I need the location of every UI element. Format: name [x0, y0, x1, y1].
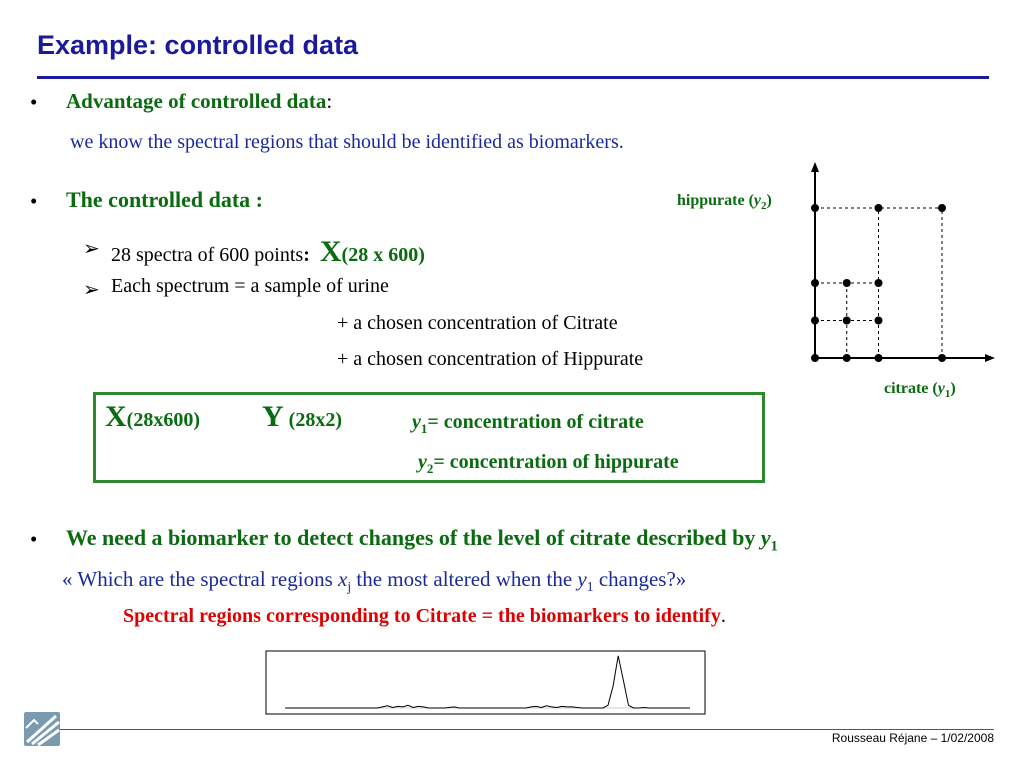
design-point [938, 354, 946, 362]
design-point [875, 279, 883, 287]
design-plot [670, 160, 1000, 410]
conclusion-text: Spectral regions corresponding to Citrate = the biomarkers to identify. [123, 605, 726, 627]
title-underline [37, 76, 989, 79]
hippurate-axis-label: hippurate $(y_2)$ [677, 192, 772, 212]
sub-bullet-spectra [111, 235, 425, 269]
y1-definition: $y_1=$ concentration of citrate [412, 411, 644, 436]
hippurate-line: + a chosen concentration of Hippurate [337, 348, 644, 370]
bullet-marker: • [30, 189, 38, 213]
footer-credit: Rousseau Réjane – 1/02/2008 [831, 731, 994, 745]
sub-bullet-spectrum: Each spectrum = a sample of urine [111, 275, 389, 297]
citrate-line: + a chosen concentration of Citrate [337, 312, 618, 334]
bullet-advantage-heading: Advantage of controlled data [66, 89, 327, 113]
bullet-controlled-data: The controlled data : [66, 187, 263, 212]
design-point [811, 317, 819, 325]
spectra-text: 28 spectra of 600 points [111, 244, 304, 266]
spectra-colon: : [303, 244, 310, 266]
citrate-axis-label: citrate $(y_1)$ [884, 380, 956, 400]
formula-y-symbol: Y [262, 400, 284, 433]
bullet-advantage-colon: : [326, 89, 333, 113]
design-point [875, 317, 883, 325]
formula-x-symbol: X [105, 400, 127, 433]
formula-x-dims: (28x600) [126, 409, 200, 431]
institution-logo-icon [22, 708, 64, 748]
y2-definition: $y_2=$ concentration of hippurate [418, 451, 679, 476]
x-axis-arrow-icon [985, 354, 995, 362]
footer-rule [60, 729, 994, 730]
formula-y-dims: (28x2) [283, 409, 342, 431]
design-point [811, 279, 819, 287]
spectrum-plot [265, 650, 707, 716]
bullet-marker: • [30, 527, 38, 551]
bullet-marker: • [30, 90, 38, 114]
bullet-advantage [66, 89, 332, 114]
matrix-x-symbol: X [319, 235, 342, 268]
design-point [843, 317, 851, 325]
formula-y [262, 400, 342, 434]
design-point [875, 354, 883, 362]
design-point [938, 204, 946, 212]
bullet-biomarker-need: We need a biomarker to detect changes of the level of citrate described by $y_1$ [66, 525, 778, 555]
sub-bullet-arrow-icon: ➢ [83, 238, 100, 260]
question-text: « Which are the spectral regions $x_j$ the most altered when the $y_1$ changes?» [62, 567, 687, 595]
design-point [875, 204, 883, 212]
design-point [811, 354, 819, 362]
design-point [843, 354, 851, 362]
design-point [811, 204, 819, 212]
sub-bullet-arrow-icon: ➢ [83, 279, 100, 301]
spectrum-frame [266, 651, 705, 714]
formula-x [105, 400, 200, 434]
advantage-text: we know the spectral regions that should be identified as biomarkers. [70, 131, 624, 153]
matrix-x-dims: (28 x 600) [341, 244, 425, 266]
y-axis-arrow-icon [811, 162, 819, 172]
page-title: Example: controlled data [37, 30, 359, 60]
design-point [843, 279, 851, 287]
